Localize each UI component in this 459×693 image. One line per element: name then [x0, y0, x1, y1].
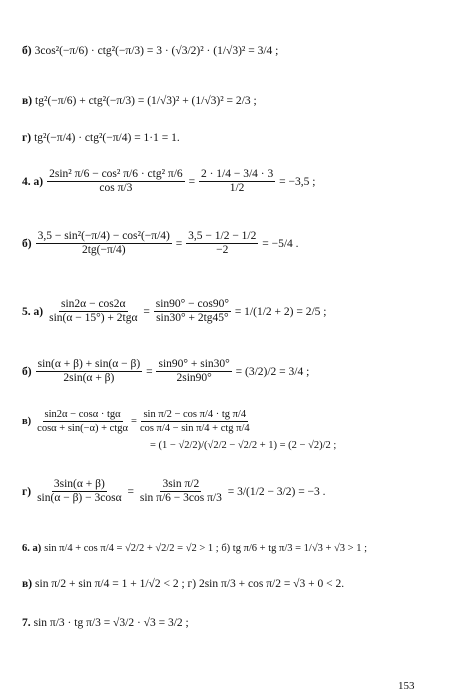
- line-label: б): [22, 365, 32, 378]
- denominator: sin(α − β) − 3cosα: [37, 492, 122, 504]
- line-label: г): [22, 132, 32, 144]
- line-tail: = 3/(1/2 − 3/2) = −3 .: [227, 485, 326, 498]
- fraction-right: [199, 168, 275, 195]
- numerator: 3,5 − sin²(−π/4) − cos²(−π/4): [37, 230, 170, 242]
- fraction-right: [154, 298, 231, 325]
- line-label: б): [22, 45, 32, 57]
- fraction-right: [138, 478, 224, 505]
- numerator: 2 · 1/4 − 3/4 · 3: [200, 168, 274, 180]
- denominator: 1/2: [229, 182, 245, 194]
- fraction-left: [35, 408, 130, 435]
- denominator: cos π/4 − sin π/4 + ctg π/4: [139, 423, 250, 434]
- line-4b: б) $\frac{\text{3,5 − sin²(−π/4) − cos²(−π/4)}}{2tg(-\pi/4)}$ = $\frac{3,5 - 1/2 - 1/2}{-2}$ = −5/4 .: [22, 230, 299, 256]
- line-tail: = (1 − √2/2)/(√2/2 − √2/2 + 1) = (2 − √2)/2 ;: [150, 440, 337, 451]
- numerator: sin2α − cosα · tgα: [44, 409, 121, 420]
- line-g-tg: [22, 132, 180, 144]
- line-5v-tail: [150, 440, 336, 451]
- line-label: 5. а): [22, 305, 44, 318]
- line-5b: б) $\frac{\sin(\alpha + \beta) + \sin(\alpha - \beta)}{2\sin(\alpha + \beta)}$ = $\frac{\sin 90^\circ + \sin 30^\circ}{2\sin 90^\circ}$ = (3/2)/2 = 3/4 ;: [22, 358, 310, 384]
- denominator: 2sin90°: [176, 372, 212, 384]
- numerator: sin90° − cos90°: [155, 298, 229, 310]
- line-label: в): [22, 578, 33, 590]
- denominator: sin30° + 2tg45°: [156, 312, 229, 324]
- numerator: 3sin π/2: [162, 478, 200, 490]
- line-v-tg: [22, 95, 257, 107]
- numerator: sin2α − cos2α: [61, 298, 126, 310]
- denominator: sin π/6 − 3cos π/3: [139, 492, 222, 504]
- line-label: 6. а): [22, 543, 42, 554]
- fraction-right: [186, 230, 258, 257]
- line-label: в): [22, 416, 32, 427]
- line-6a: [22, 543, 367, 554]
- fraction-left: [35, 478, 124, 505]
- numerator: sin(α + β) + sin(α − β): [37, 358, 141, 370]
- numerator: 3sin(α + β): [53, 478, 105, 490]
- numerator: 3,5 − 1/2 − 1/2: [188, 230, 257, 242]
- line-label: 4. а): [22, 175, 44, 188]
- line-text: sin π/2 + sin π/4 = 1 + 1/√2 < 2 ; г) 2sin π/3 + cos π/2 = √3 + 0 < 2.: [35, 578, 345, 590]
- denominator: 2tg(−π/4): [81, 244, 126, 256]
- numerator: sin π/2 − cos π/4 · tg π/4: [143, 409, 247, 420]
- line-b-cos: [22, 45, 278, 57]
- denominator: 2sin(α + β): [63, 372, 115, 384]
- numerator: 2sin² π/6 − cos² π/6 · ctg² π/6: [49, 168, 183, 180]
- fraction-right: [138, 408, 252, 435]
- numerator: sin90° + sin30°: [158, 358, 230, 370]
- line-5v: в) sin2α − cosα · tgα cosα + sin(−α) + ctgα = sin π/2 − cos π/4 · tg π/4 cos π/4 − sin π/4 + ctg π/4: [22, 409, 250, 434]
- line-text: 3cos²(−π/6) · ctg²(−π/3) = 3 · (√3/2)² · (1/√3)² = 3/4 ;: [34, 45, 279, 57]
- line-5g: г) $\frac{3\sin(\alpha + \beta)}{\sin(\alpha - \beta) - 3\cos\alpha}$ = $\frac{\text{3sin π/2}}{\text{sin π/6 − 3cos π/3}}$ = 3/(1/2 − 3/2) = −3 .: [22, 478, 326, 504]
- denominator: −2: [216, 244, 229, 256]
- line-text: sin π/4 + cos π/4 = √2/2 + √2/2 = √2 > 1 ; б) tg π/6 + tg π/3 = 1/√3 + √3 > 1 ;: [44, 543, 367, 554]
- line-tail: = −5/4 .: [262, 237, 299, 250]
- page-number: 153: [398, 680, 415, 692]
- fraction-left: [36, 358, 143, 385]
- line-text: tg²(−π/6) + ctg²(−π/3) = (1/√3)² + (1/√3)² = 2/3 ;: [35, 95, 257, 107]
- line-tail: = (3/2)/2 = 3/4 ;: [235, 365, 310, 378]
- line-tail: = 1/(1/2 + 2) = 2/5 ;: [234, 305, 327, 318]
- line-tail: = −3,5 ;: [279, 175, 316, 188]
- line-label: б): [22, 237, 32, 250]
- fraction-left: [47, 168, 185, 195]
- line-text: tg²(−π/4) · ctg²(−π/4) = 1·1 = 1.: [34, 132, 180, 144]
- denominator: sin(α − 15°) + 2tgα: [49, 312, 138, 324]
- line-label: г): [22, 485, 32, 498]
- fraction-right: [156, 358, 231, 385]
- denominator: cosα + sin(−α) + ctgα: [37, 423, 129, 434]
- line-label: в): [22, 95, 33, 107]
- line-5a: 5. а) sin2α − cos2α sin(α − 15°) + 2tgα = $\frac{\sin 90^\circ - \cos 90^\circ}{\sin 30^\circ + 2tg45^\circ}$ = 1/(1/2 + 2) = 2/5 ;: [22, 298, 327, 324]
- fraction-left: [36, 230, 172, 257]
- line-text: sin π/3 · tg π/3 = √3/2 · √3 = 3/2 ;: [33, 617, 189, 629]
- fraction-left: [47, 298, 139, 325]
- line-7: [22, 617, 189, 629]
- line-label: 7.: [22, 617, 31, 629]
- line-6v: [22, 578, 344, 590]
- line-4a: 4. а) 2sin² π/6 − cos² π/6 · ctg² π/6 cos π/3 = $\frac{2 \cdot 1/4 - 3/4 \cdot 3}{1/2}$ = −3,5 ;: [22, 168, 316, 194]
- denominator: cos π/3: [99, 182, 133, 194]
